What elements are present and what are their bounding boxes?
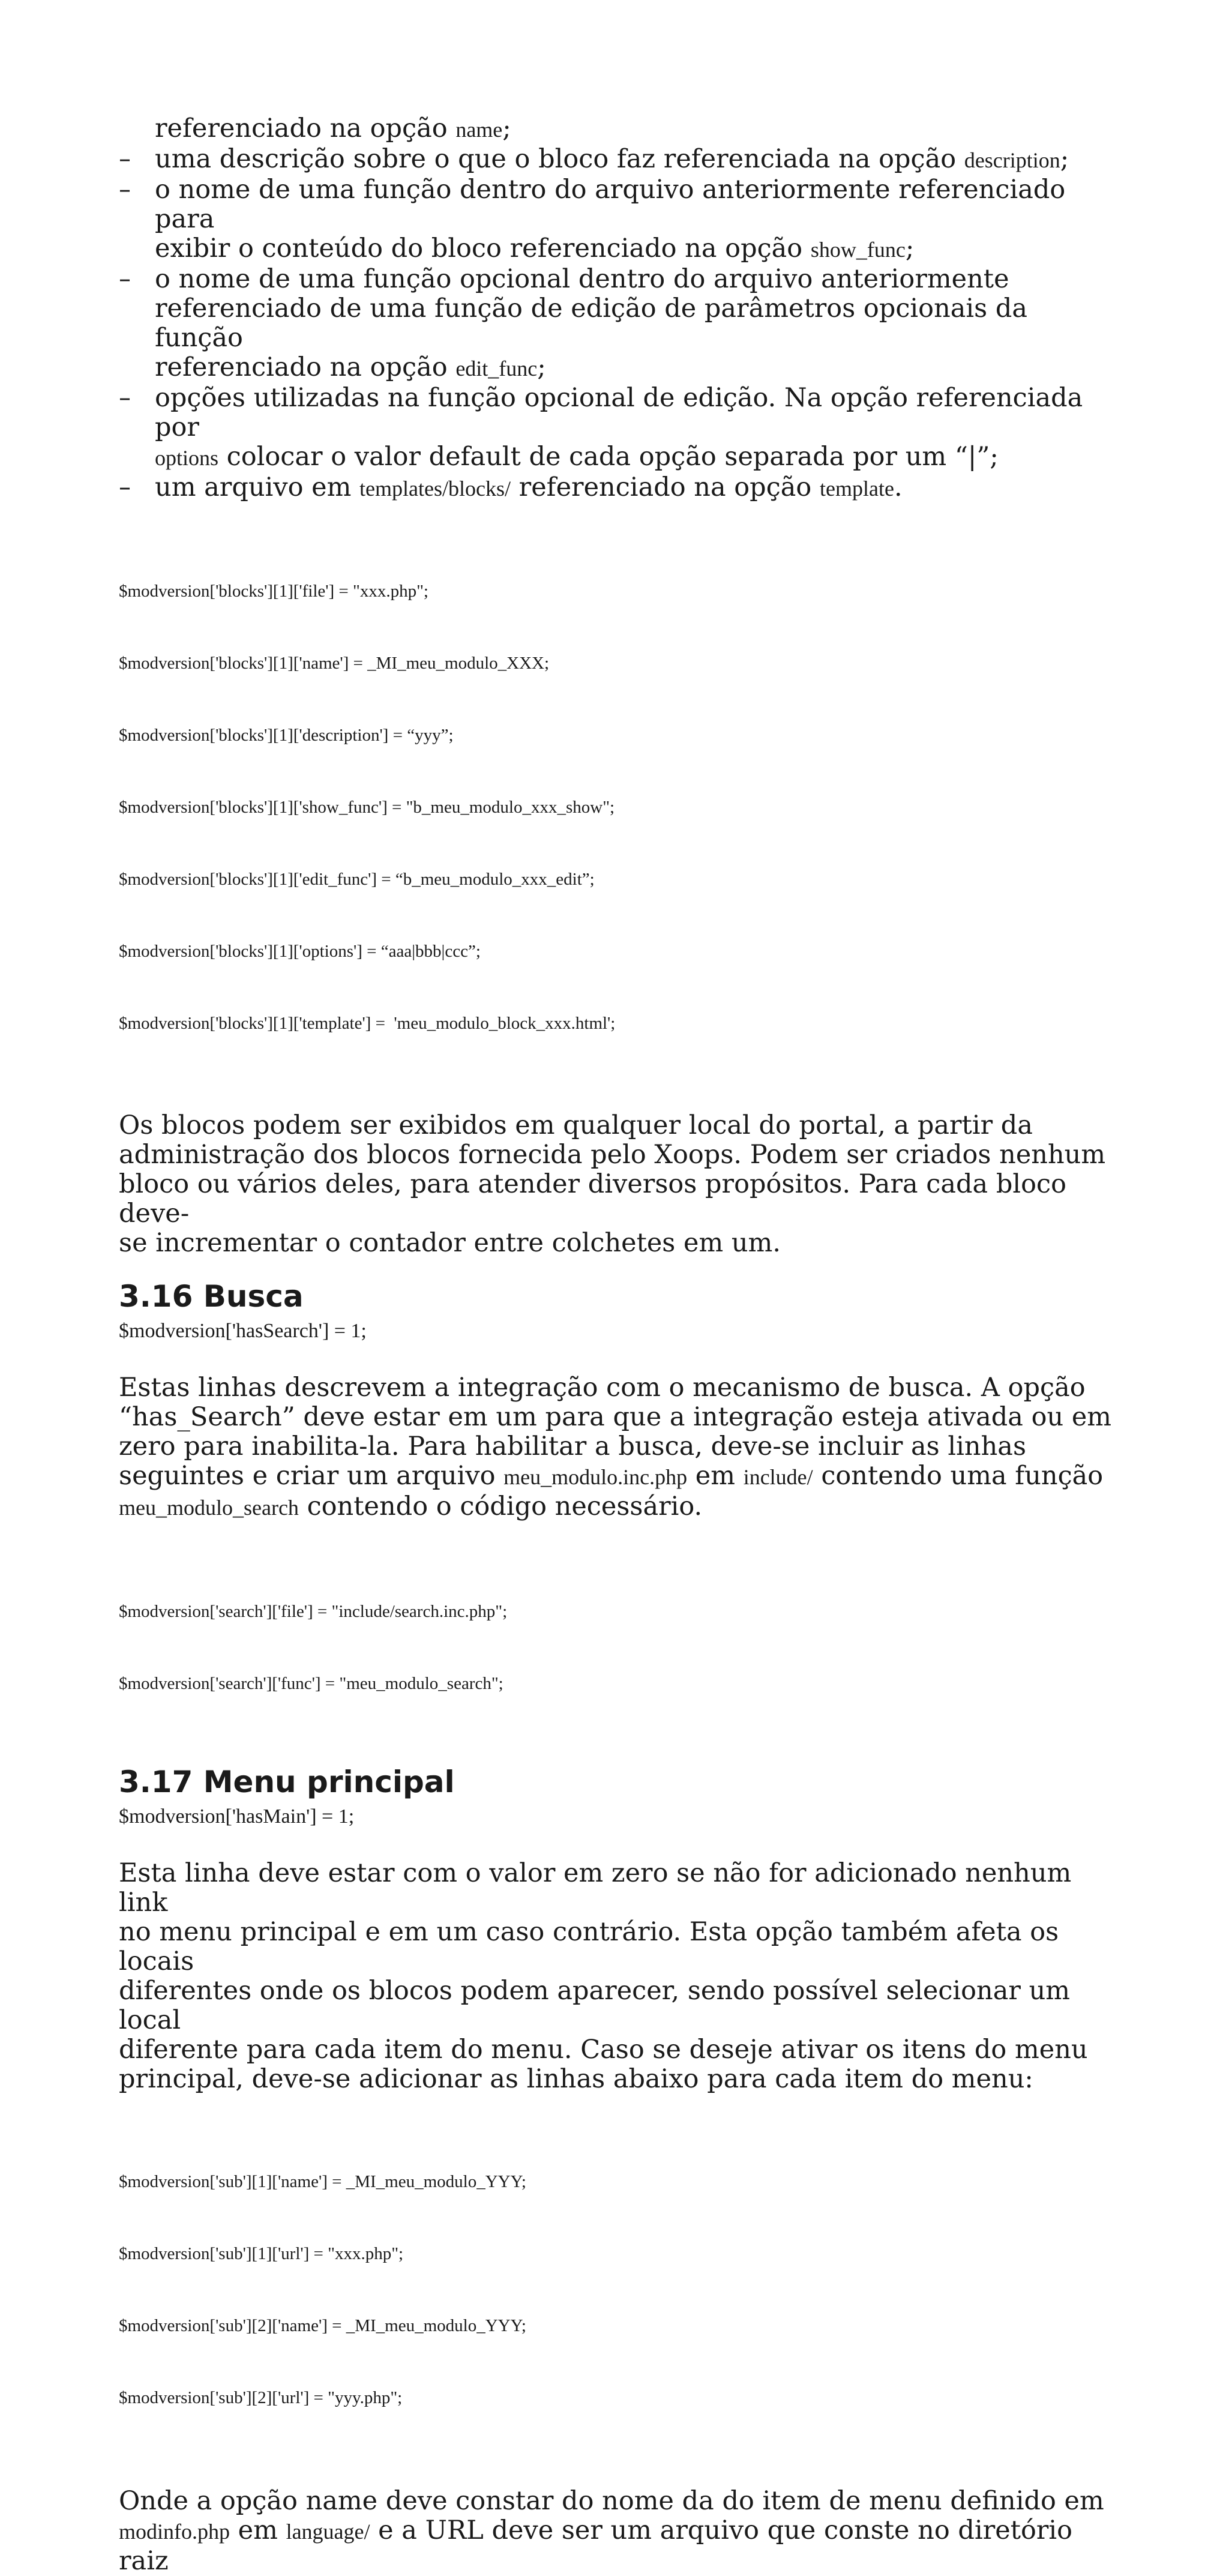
list-item: – o nome de uma função opcional dentro do arquivo anteriormente referenciado de uma função de edição de parâmetros opcionais da função referenciado na opção edit_func; xyxy=(119,264,1028,382)
option-list xyxy=(119,114,1115,504)
section-heading-busca: 3.16 Busca xyxy=(119,1279,304,1314)
inline-code: name xyxy=(455,118,503,142)
section-heading-menu: 3.17 Menu principal xyxy=(119,1765,455,1799)
inline-code: template xyxy=(819,477,894,501)
inline-code: meu_modulo_search xyxy=(119,1496,299,1520)
code-block-sub: $modversion['sub'][1]['name'] = _MI_meu_modulo_YYY; $modversion['sub'][1]['url'] = "xxx.php"; $modversion['sub'][2]['name'] = _MI_meu_modulo_YYY; $modversion['sub'][2]['url'] = "yyy.php"; xyxy=(119,2172,526,2407)
inline-code: templates/blocks/ xyxy=(359,477,511,501)
document-page xyxy=(119,114,1115,2576)
dash-bullet-icon: – xyxy=(119,384,131,412)
code-block-blocks: $modversion['blocks'][1]['file'] = "xxx.php"; $modversion['blocks'][1]['name'] = _MI_meu_modulo_XXX; $modversion['blocks'][1]['description'] = “yyy”; $modversion['blocks'][1]['show_func'] = "b_meu_modulo_xxx_show"; $modversion['blocks'][1]['edit_func'] = “b_meu_modulo_xxx_edit”; $modversion['blocks'][1]['options'] = “aaa|bbb|ccc”; $modversion['blocks'][1]['template'] = 'meu_modulo_block_xxx.html'; xyxy=(119,582,616,1033)
paragraph-blocks: Os blocos podem ser exibidos em qualquer local do portal, a partir da administração dos blocos fornecida pelo Xoops. Podem ser criados nenhum bloco ou vários deles, para atender diversos propósitos. Para cada bloco deve- se incrementar o contador entre colchetes em um. xyxy=(119,1110,1106,1258)
inline-code: meu_modulo.inc.php xyxy=(503,1465,688,1489)
inline-code: language/ xyxy=(286,2520,370,2544)
inline-code: description xyxy=(964,148,1060,172)
paragraph-menu-footer: Onde a opção name deve constar do nome da do item de menu definido em modinfo.php em language/ e a URL deve ser um arquivo que conste no diretório raiz xyxy=(119,2486,1104,2576)
dash-bullet-icon: – xyxy=(119,176,131,203)
inline-code: options xyxy=(155,446,219,470)
code-block-search: $modversion['search']['file'] = "include/search.inc.php"; $modversion['search']['func'] = "meu_modulo_search"; xyxy=(119,1602,508,1693)
list-item: – um arquivo em templates/blocks/ referenciado na opção template. xyxy=(119,472,903,502)
paragraph-menu: Esta linha deve estar com o valor em zero se não for adicionado nenhum link no menu principal e em um caso contrário. Esta opção também afeta os locais diferentes onde os blocos podem aparecer, sendo possível selecionar um local diferente para cada item do menu. Caso se deseje ativar os itens do menu principal, deve-se adicionar as linhas abaixo para cada item do menu: xyxy=(119,1858,1088,2094)
dash-bullet-icon: – xyxy=(119,265,131,293)
paragraph-busca: Estas linhas descrevem a integração com o mecanismo de busca. A opção “has_Search” deve estar em um para que a integração esteja ativada ou em zero para inabilita-la. Para habilitar a busca, deve-se incluir as linhas seguintes e criar um arquivo meu_modulo.inc.php em include/ contendo uma função meu_modulo_search contendo o código necessário. xyxy=(119,1373,1112,1521)
inline-code: modinfo.php xyxy=(119,2520,230,2544)
list-item: – uma descrição sobre o que o bloco faz referenciada na opção description; xyxy=(119,144,1069,174)
dash-bullet-icon: – xyxy=(119,474,131,501)
code-has-search: $modversion['hasSearch'] = 1; xyxy=(119,1320,367,1342)
dash-bullet-icon: – xyxy=(119,145,131,173)
list-item: – o nome de uma função dentro do arquivo anteriormente referenciado para exibir o conteúdo do bloco referenciado na opção show_func; xyxy=(119,175,1066,263)
list-item: – opções utilizadas na função opcional de edição. Na opção referenciada por options colocar o valor default de cada opção separada por um “|”; xyxy=(119,383,1083,472)
inline-code: include/ xyxy=(743,1465,813,1489)
inline-code: edit_func xyxy=(455,357,538,381)
list-item: referenciado na opção name; xyxy=(155,113,511,143)
inline-code: show_func xyxy=(810,238,906,262)
code-has-main: $modversion['hasMain'] = 1; xyxy=(119,1805,355,1828)
